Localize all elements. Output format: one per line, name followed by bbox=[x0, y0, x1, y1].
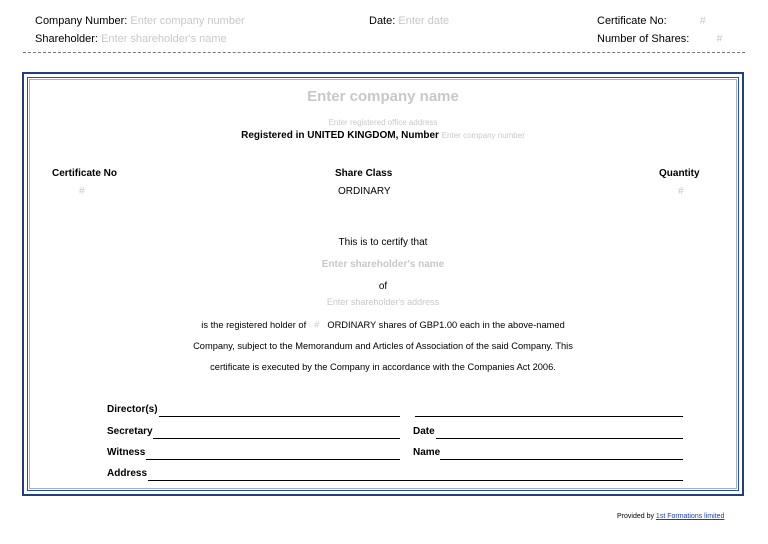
certificate-no-value[interactable]: # bbox=[79, 186, 85, 197]
date-label: Date bbox=[413, 426, 435, 437]
directors-label: Director(s) bbox=[107, 404, 158, 415]
date-line[interactable] bbox=[436, 438, 683, 439]
address-line[interactable] bbox=[148, 480, 683, 481]
statement-line-3: certificate is executed by the Company in accordance with the Companies Act 2006. bbox=[210, 362, 556, 372]
shareholder-address-field[interactable]: Enter shareholder's address bbox=[326, 297, 440, 307]
certificate-no-label: Certificate No: bbox=[597, 15, 667, 27]
number-of-shares-field-group bbox=[597, 33, 736, 45]
witness-label: Witness bbox=[107, 447, 146, 458]
name-line[interactable] bbox=[440, 459, 683, 460]
registered-number-field[interactable]: Enter company number bbox=[441, 131, 525, 140]
provider-link[interactable]: 1st Formations limited bbox=[655, 513, 725, 520]
number-of-shares-input[interactable] bbox=[716, 33, 736, 45]
footer bbox=[617, 513, 724, 520]
company-number-field-group bbox=[35, 15, 260, 27]
registered-text: Registered in UNITED KINGDOM, Number bbox=[241, 130, 439, 141]
share-class-value: ORDINARY bbox=[338, 186, 391, 197]
share-certificate bbox=[22, 72, 744, 496]
share-class-header: Share Class bbox=[335, 168, 393, 179]
shareholder-label: Shareholder: bbox=[35, 33, 98, 45]
quantity-value[interactable]: # bbox=[678, 186, 684, 197]
secretary-signature-line[interactable] bbox=[153, 438, 400, 439]
directors-signature-line[interactable] bbox=[159, 416, 400, 417]
certificate-no-field-group bbox=[597, 15, 720, 27]
second-director-signature-line[interactable] bbox=[415, 416, 683, 417]
shareholder-input[interactable] bbox=[101, 33, 251, 45]
statement-line-2: Company, subject to the Memorandum and Articles of Association of the said Company. This bbox=[193, 341, 573, 351]
header-divider bbox=[23, 52, 745, 53]
date-label: Date: bbox=[369, 15, 396, 27]
office-address-field[interactable]: Enter registered office address bbox=[328, 118, 438, 127]
shareholder-name-field[interactable]: Enter shareholder's name bbox=[321, 259, 445, 270]
company-name-field[interactable]: Enter company name bbox=[307, 88, 459, 105]
statement-line-1: is the registered holder of # ORDINARY shares of GBP1.00 each in the above-named bbox=[201, 320, 565, 330]
certify-text: This is to certify that bbox=[338, 237, 428, 248]
registered-line bbox=[22, 130, 744, 141]
certificate-statement bbox=[152, 315, 614, 378]
header-form bbox=[0, 13, 768, 53]
shareholder-field-group bbox=[35, 33, 251, 45]
company-number-input[interactable] bbox=[130, 15, 260, 27]
of-text: of bbox=[378, 281, 388, 292]
date-input[interactable] bbox=[398, 15, 478, 27]
witness-signature-line[interactable] bbox=[146, 459, 400, 460]
name-label: Name bbox=[413, 447, 441, 458]
provided-by-text: Provided by bbox=[617, 513, 654, 520]
certificate-no-header: Certificate No bbox=[52, 168, 118, 179]
quantity-header: Quantity bbox=[659, 168, 700, 179]
certificate-no-input[interactable] bbox=[700, 15, 720, 27]
secretary-label: Secretary bbox=[107, 426, 153, 437]
company-number-label: Company Number: bbox=[35, 15, 128, 27]
share-count-field[interactable]: # bbox=[314, 320, 320, 330]
number-of-shares-label: Number of Shares: bbox=[597, 33, 690, 45]
date-field-group bbox=[369, 15, 478, 27]
address-label: Address bbox=[107, 468, 148, 479]
